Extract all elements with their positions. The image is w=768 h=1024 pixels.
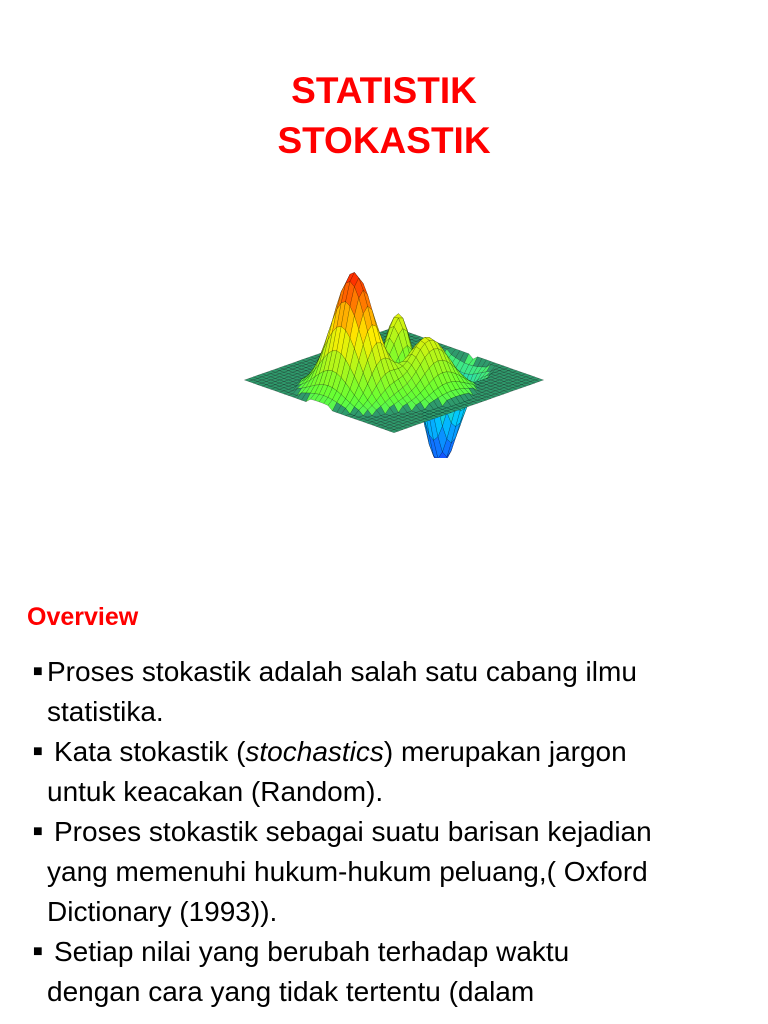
bullet-2-italic-term: stochastics — [245, 736, 384, 767]
surface-plot-figure — [238, 272, 550, 458]
bullet-square-icon: ■ — [33, 663, 43, 680]
title-line-2: STOKASTIK — [277, 120, 491, 161]
overview-bullet-list — [33, 652, 743, 1012]
list-item — [33, 732, 743, 812]
list-item — [33, 652, 743, 732]
title-line-1: STATISTIK — [291, 70, 477, 111]
bullet-square-icon: ■ — [33, 823, 43, 840]
slide-title — [0, 66, 768, 166]
bullet-2-line-1 — [47, 732, 743, 772]
surface-plot-image — [238, 272, 550, 458]
overview-heading: Overview — [27, 603, 139, 631]
bullet-3-line-3: Dictionary (1993)). — [47, 896, 278, 927]
list-item — [33, 932, 743, 1012]
bullet-4-line-1: Setiap nilai yang berubah terhadap waktu — [54, 936, 570, 967]
bullet-3-line-1: Proses stokastik sebagai suatu barisan kejadian — [54, 816, 652, 847]
bullet-1-line-1: Proses stokastik adalah salah satu cabang ilmu — [47, 656, 637, 687]
list-item — [33, 812, 743, 932]
bullet-3-line-2: yang memenuhi hukum-hukum peluang,( Oxford — [47, 856, 648, 887]
bullet-square-icon: ■ — [33, 943, 43, 960]
bullet-square-icon: ■ — [33, 743, 43, 760]
bullet-2-prefix: Kata stokastik ( — [54, 736, 246, 767]
bullet-4-line-2: dengan cara yang tidak tertentu (dalam — [47, 976, 535, 1007]
bullet-1-line-2: statistika. — [47, 696, 164, 727]
bullet-2-line-2: untuk keacakan (Random). — [47, 776, 384, 807]
bullet-2-suffix: ) merupakan jargon — [383, 736, 627, 767]
